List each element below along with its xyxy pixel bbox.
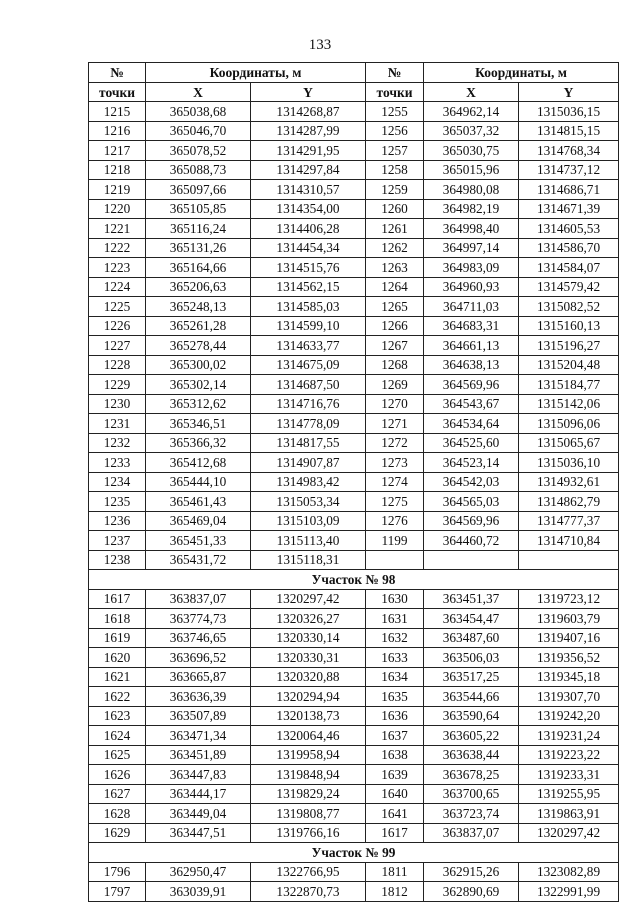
point-number-cell bbox=[366, 550, 424, 570]
x-cell: 365030,75 bbox=[424, 141, 519, 161]
y-cell: 1315118,31 bbox=[251, 550, 366, 570]
coordinates-table bbox=[88, 62, 619, 902]
point-number-header-bottom: точки bbox=[89, 83, 146, 102]
point-number-cell: 1634 bbox=[366, 667, 424, 687]
point-number-cell: 1228 bbox=[89, 355, 146, 375]
y-cell: 1319255,95 bbox=[519, 784, 619, 804]
section-row bbox=[89, 570, 619, 590]
table-row bbox=[89, 394, 619, 414]
y-cell: 1315103,09 bbox=[251, 511, 366, 531]
x-cell: 363444,17 bbox=[146, 784, 251, 804]
point-number-cell: 1268 bbox=[366, 355, 424, 375]
point-number-cell: 1269 bbox=[366, 375, 424, 395]
x-cell: 365248,13 bbox=[146, 297, 251, 317]
y-cell: 1319829,24 bbox=[251, 784, 366, 804]
x-cell: 363837,07 bbox=[424, 823, 519, 843]
point-number-cell: 1224 bbox=[89, 277, 146, 297]
y-cell: 1314777,37 bbox=[519, 511, 619, 531]
x-cell: 365346,51 bbox=[146, 414, 251, 434]
y-cell: 1319356,52 bbox=[519, 648, 619, 668]
point-number-cell: 1219 bbox=[89, 180, 146, 200]
point-number-cell: 1258 bbox=[366, 160, 424, 180]
x-cell: 364569,96 bbox=[424, 375, 519, 395]
point-number-cell: 1629 bbox=[89, 823, 146, 843]
point-number-cell: 1636 bbox=[366, 706, 424, 726]
point-number-cell: 1638 bbox=[366, 745, 424, 765]
point-number-cell: 1270 bbox=[366, 394, 424, 414]
y-cell: 1314585,03 bbox=[251, 297, 366, 317]
table-row bbox=[89, 297, 619, 317]
table-row bbox=[89, 492, 619, 512]
point-number-cell: 1620 bbox=[89, 648, 146, 668]
y-cell: 1320064,46 bbox=[251, 726, 366, 746]
point-number-cell: 1627 bbox=[89, 784, 146, 804]
point-number-cell: 1217 bbox=[89, 141, 146, 161]
x-cell: 363665,87 bbox=[146, 667, 251, 687]
y-cell: 1322870,73 bbox=[251, 882, 366, 902]
y-cell: 1320297,42 bbox=[251, 589, 366, 609]
y-cell: 1320294,94 bbox=[251, 687, 366, 707]
y-cell: 1314579,42 bbox=[519, 277, 619, 297]
point-number-cell: 1635 bbox=[366, 687, 424, 707]
y-cell: 1320138,73 bbox=[251, 706, 366, 726]
point-number-cell: 1256 bbox=[366, 121, 424, 141]
y-cell: 1315082,52 bbox=[519, 297, 619, 317]
y-cell: 1320326,27 bbox=[251, 609, 366, 629]
y-cell: 1314671,39 bbox=[519, 199, 619, 219]
table-row bbox=[89, 355, 619, 375]
x-cell: 363447,51 bbox=[146, 823, 251, 843]
x-cell: 365015,96 bbox=[424, 160, 519, 180]
y-cell: 1314907,87 bbox=[251, 453, 366, 473]
x-cell: 364523,14 bbox=[424, 453, 519, 473]
y-cell: 1319242,20 bbox=[519, 706, 619, 726]
y-cell: 1315184,77 bbox=[519, 375, 619, 395]
point-number-cell: 1234 bbox=[89, 472, 146, 492]
point-number-cell: 1639 bbox=[366, 765, 424, 785]
y-cell: 1314932,61 bbox=[519, 472, 619, 492]
table-row bbox=[89, 823, 619, 843]
y-cell: 1315036,15 bbox=[519, 102, 619, 122]
y-cell: 1322766,95 bbox=[251, 862, 366, 882]
x-cell: 364997,14 bbox=[424, 238, 519, 258]
point-number-cell: 1261 bbox=[366, 219, 424, 239]
point-number-cell: 1220 bbox=[89, 199, 146, 219]
x-cell: 363638,44 bbox=[424, 745, 519, 765]
point-number-cell: 1797 bbox=[89, 882, 146, 902]
x-cell: 363039,91 bbox=[146, 882, 251, 902]
point-number-header-top-right: № bbox=[366, 63, 424, 83]
x-cell: 365366,32 bbox=[146, 433, 251, 453]
table-row bbox=[89, 316, 619, 336]
x-cell: 365261,28 bbox=[146, 316, 251, 336]
y-cell: 1314605,53 bbox=[519, 219, 619, 239]
y-cell: 1319723,12 bbox=[519, 589, 619, 609]
x-cell: 364565,03 bbox=[424, 492, 519, 512]
section-title: Участок № 99 bbox=[89, 843, 619, 863]
x-cell: 363774,73 bbox=[146, 609, 251, 629]
table-row bbox=[89, 160, 619, 180]
point-number-cell: 1630 bbox=[366, 589, 424, 609]
x-cell: 365116,24 bbox=[146, 219, 251, 239]
x-cell: 363449,04 bbox=[146, 804, 251, 824]
x-cell: 365461,43 bbox=[146, 492, 251, 512]
point-number-cell: 1621 bbox=[89, 667, 146, 687]
x-cell: 365038,68 bbox=[146, 102, 251, 122]
x-cell: 363837,07 bbox=[146, 589, 251, 609]
x-cell: 364980,08 bbox=[424, 180, 519, 200]
point-number-cell: 1632 bbox=[366, 628, 424, 648]
point-number-cell: 1223 bbox=[89, 258, 146, 278]
table-row bbox=[89, 765, 619, 785]
x-cell: 363451,89 bbox=[146, 745, 251, 765]
y-cell: 1320297,42 bbox=[519, 823, 619, 843]
x-cell: 364982,19 bbox=[424, 199, 519, 219]
y-cell: 1314515,76 bbox=[251, 258, 366, 278]
y-cell: 1322991,99 bbox=[519, 882, 619, 902]
point-number-cell: 1625 bbox=[89, 745, 146, 765]
point-number-cell: 1622 bbox=[89, 687, 146, 707]
y-cell: 1314406,28 bbox=[251, 219, 366, 239]
y-cell: 1314675,09 bbox=[251, 355, 366, 375]
y-cell: 1315053,34 bbox=[251, 492, 366, 512]
point-number-cell: 1640 bbox=[366, 784, 424, 804]
x-cell: 364711,03 bbox=[424, 297, 519, 317]
x-cell: 364460,72 bbox=[424, 531, 519, 551]
x-cell: 365412,68 bbox=[146, 453, 251, 473]
x-cell: 362950,47 bbox=[146, 862, 251, 882]
table-row bbox=[89, 687, 619, 707]
point-number-cell: 1796 bbox=[89, 862, 146, 882]
point-number-cell: 1226 bbox=[89, 316, 146, 336]
y-cell: 1314768,34 bbox=[519, 141, 619, 161]
table-row bbox=[89, 726, 619, 746]
y-cell: 1319766,16 bbox=[251, 823, 366, 843]
table-row bbox=[89, 804, 619, 824]
point-number-cell: 1222 bbox=[89, 238, 146, 258]
point-number-cell: 1617 bbox=[366, 823, 424, 843]
x-cell: 363451,37 bbox=[424, 589, 519, 609]
x-cell: 363487,60 bbox=[424, 628, 519, 648]
point-number-cell: 1227 bbox=[89, 336, 146, 356]
x-cell: 363700,65 bbox=[424, 784, 519, 804]
table-row bbox=[89, 258, 619, 278]
point-number-cell: 1619 bbox=[89, 628, 146, 648]
table-body bbox=[89, 102, 619, 902]
y-cell: 1319407,16 bbox=[519, 628, 619, 648]
x-cell: 365206,63 bbox=[146, 277, 251, 297]
table-row bbox=[89, 648, 619, 668]
x-header-right: X bbox=[424, 83, 519, 102]
y-cell: 1314737,12 bbox=[519, 160, 619, 180]
y-cell: 1319848,94 bbox=[251, 765, 366, 785]
coordinates-header-right: Координаты, м bbox=[424, 63, 619, 83]
point-number-cell: 1221 bbox=[89, 219, 146, 239]
x-cell: 363471,34 bbox=[146, 726, 251, 746]
y-cell: 1319223,22 bbox=[519, 745, 619, 765]
table-row bbox=[89, 102, 619, 122]
table-row bbox=[89, 706, 619, 726]
table-row bbox=[89, 511, 619, 531]
x-cell: 365312,62 bbox=[146, 394, 251, 414]
point-number-cell: 1229 bbox=[89, 375, 146, 395]
x-cell: 364661,13 bbox=[424, 336, 519, 356]
table-row bbox=[89, 472, 619, 492]
x-cell: 363746,65 bbox=[146, 628, 251, 648]
point-number-cell: 1225 bbox=[89, 297, 146, 317]
point-number-cell: 1811 bbox=[366, 862, 424, 882]
y-cell: 1319603,79 bbox=[519, 609, 619, 629]
x-cell: 364962,14 bbox=[424, 102, 519, 122]
table-row bbox=[89, 219, 619, 239]
y-header-right: Y bbox=[519, 83, 619, 102]
y-cell: 1323082,89 bbox=[519, 862, 619, 882]
x-header-left: X bbox=[146, 83, 251, 102]
table-row bbox=[89, 609, 619, 629]
x-cell: 364542,03 bbox=[424, 472, 519, 492]
point-number-cell: 1230 bbox=[89, 394, 146, 414]
y-cell: 1314686,71 bbox=[519, 180, 619, 200]
x-cell: 365097,66 bbox=[146, 180, 251, 200]
table-row bbox=[89, 882, 619, 902]
x-cell: 365431,72 bbox=[146, 550, 251, 570]
x-cell: 364983,09 bbox=[424, 258, 519, 278]
point-number-cell: 1231 bbox=[89, 414, 146, 434]
coordinates-header-left: Координаты, м bbox=[146, 63, 366, 83]
y-cell: 1315196,27 bbox=[519, 336, 619, 356]
point-number-cell: 1255 bbox=[366, 102, 424, 122]
x-cell: 363517,25 bbox=[424, 667, 519, 687]
page-number: 133 bbox=[308, 37, 332, 53]
y-cell: 1315160,13 bbox=[519, 316, 619, 336]
x-cell: 364534,64 bbox=[424, 414, 519, 434]
point-number-cell: 1215 bbox=[89, 102, 146, 122]
point-number-header-top: № bbox=[89, 63, 146, 83]
point-number-cell: 1618 bbox=[89, 609, 146, 629]
point-number-cell: 1237 bbox=[89, 531, 146, 551]
x-cell: 365300,02 bbox=[146, 355, 251, 375]
x-cell: 364569,96 bbox=[424, 511, 519, 531]
x-cell: 365444,10 bbox=[146, 472, 251, 492]
x-cell: 365037,32 bbox=[424, 121, 519, 141]
x-cell: 363696,52 bbox=[146, 648, 251, 668]
table-row bbox=[89, 589, 619, 609]
table-row bbox=[89, 238, 619, 258]
y-cell: 1314287,99 bbox=[251, 121, 366, 141]
x-cell: 363590,64 bbox=[424, 706, 519, 726]
y-cell: 1315204,48 bbox=[519, 355, 619, 375]
y-cell: 1314599,10 bbox=[251, 316, 366, 336]
point-number-cell: 1633 bbox=[366, 648, 424, 668]
x-cell: 363636,39 bbox=[146, 687, 251, 707]
x-cell: 364998,40 bbox=[424, 219, 519, 239]
y-cell: 1315142,06 bbox=[519, 394, 619, 414]
point-number-cell: 1628 bbox=[89, 804, 146, 824]
point-number-cell: 1236 bbox=[89, 511, 146, 531]
point-number-header-bottom-right: точки bbox=[366, 83, 424, 102]
point-number-cell: 1216 bbox=[89, 121, 146, 141]
x-cell bbox=[424, 550, 519, 570]
x-cell: 363605,22 bbox=[424, 726, 519, 746]
point-number-cell: 1265 bbox=[366, 297, 424, 317]
point-number-cell: 1238 bbox=[89, 550, 146, 570]
section-row bbox=[89, 843, 619, 863]
table-row bbox=[89, 199, 619, 219]
table-row bbox=[89, 375, 619, 395]
x-cell: 365469,04 bbox=[146, 511, 251, 531]
point-number-cell: 1637 bbox=[366, 726, 424, 746]
y-cell: 1319958,94 bbox=[251, 745, 366, 765]
y-cell: 1319863,91 bbox=[519, 804, 619, 824]
x-cell: 363507,89 bbox=[146, 706, 251, 726]
y-cell: 1314584,07 bbox=[519, 258, 619, 278]
y-cell: 1319345,18 bbox=[519, 667, 619, 687]
section-title: Участок № 98 bbox=[89, 570, 619, 590]
y-cell: 1314562,15 bbox=[251, 277, 366, 297]
point-number-cell: 1623 bbox=[89, 706, 146, 726]
x-cell: 364638,13 bbox=[424, 355, 519, 375]
y-cell: 1319808,77 bbox=[251, 804, 366, 824]
table-row bbox=[89, 531, 619, 551]
y-cell: 1314454,34 bbox=[251, 238, 366, 258]
y-cell: 1315113,40 bbox=[251, 531, 366, 551]
y-cell: 1320320,88 bbox=[251, 667, 366, 687]
y-cell: 1314297,84 bbox=[251, 160, 366, 180]
point-number-cell: 1266 bbox=[366, 316, 424, 336]
x-cell: 365105,85 bbox=[146, 199, 251, 219]
point-number-cell: 1631 bbox=[366, 609, 424, 629]
y-header-left: Y bbox=[251, 83, 366, 102]
point-number-cell: 1235 bbox=[89, 492, 146, 512]
y-cell: 1319233,31 bbox=[519, 765, 619, 785]
y-cell: 1315036,10 bbox=[519, 453, 619, 473]
y-cell: 1314633,77 bbox=[251, 336, 366, 356]
point-number-cell: 1199 bbox=[366, 531, 424, 551]
point-number-cell: 1272 bbox=[366, 433, 424, 453]
x-cell: 365302,14 bbox=[146, 375, 251, 395]
x-cell: 363723,74 bbox=[424, 804, 519, 824]
table-row bbox=[89, 628, 619, 648]
x-cell: 363506,03 bbox=[424, 648, 519, 668]
y-cell: 1314310,57 bbox=[251, 180, 366, 200]
table-row bbox=[89, 414, 619, 434]
point-number-cell: 1273 bbox=[366, 453, 424, 473]
point-number-cell: 1624 bbox=[89, 726, 146, 746]
x-cell: 365088,73 bbox=[146, 160, 251, 180]
x-cell: 365078,52 bbox=[146, 141, 251, 161]
point-number-cell: 1260 bbox=[366, 199, 424, 219]
x-cell: 363454,47 bbox=[424, 609, 519, 629]
y-cell: 1314815,15 bbox=[519, 121, 619, 141]
point-number-cell: 1626 bbox=[89, 765, 146, 785]
table-row bbox=[89, 336, 619, 356]
point-number-cell: 1233 bbox=[89, 453, 146, 473]
x-cell: 365046,70 bbox=[146, 121, 251, 141]
table-row bbox=[89, 180, 619, 200]
x-cell: 362915,26 bbox=[424, 862, 519, 882]
table-row bbox=[89, 433, 619, 453]
point-number-cell: 1275 bbox=[366, 492, 424, 512]
x-cell: 362890,69 bbox=[424, 882, 519, 902]
y-cell: 1314291,95 bbox=[251, 141, 366, 161]
y-cell bbox=[519, 550, 619, 570]
point-number-cell: 1274 bbox=[366, 472, 424, 492]
table-row bbox=[89, 667, 619, 687]
y-cell: 1320330,14 bbox=[251, 628, 366, 648]
x-cell: 365278,44 bbox=[146, 336, 251, 356]
point-number-cell: 1812 bbox=[366, 882, 424, 902]
y-cell: 1314354,00 bbox=[251, 199, 366, 219]
point-number-cell: 1257 bbox=[366, 141, 424, 161]
y-cell: 1314862,79 bbox=[519, 492, 619, 512]
table-row bbox=[89, 862, 619, 882]
table-row bbox=[89, 453, 619, 473]
y-cell: 1319231,24 bbox=[519, 726, 619, 746]
table-row bbox=[89, 141, 619, 161]
point-number-cell: 1264 bbox=[366, 277, 424, 297]
point-number-cell: 1641 bbox=[366, 804, 424, 824]
x-cell: 364543,67 bbox=[424, 394, 519, 414]
point-number-cell: 1262 bbox=[366, 238, 424, 258]
point-number-cell: 1218 bbox=[89, 160, 146, 180]
point-number-cell: 1276 bbox=[366, 511, 424, 531]
point-number-cell: 1232 bbox=[89, 433, 146, 453]
x-cell: 364960,93 bbox=[424, 277, 519, 297]
y-cell: 1314586,70 bbox=[519, 238, 619, 258]
point-number-cell: 1617 bbox=[89, 589, 146, 609]
y-cell: 1314710,84 bbox=[519, 531, 619, 551]
y-cell: 1314778,09 bbox=[251, 414, 366, 434]
x-cell: 365164,66 bbox=[146, 258, 251, 278]
point-number-cell: 1271 bbox=[366, 414, 424, 434]
table-row bbox=[89, 121, 619, 141]
y-cell: 1314817,55 bbox=[251, 433, 366, 453]
y-cell: 1314716,76 bbox=[251, 394, 366, 414]
y-cell: 1319307,70 bbox=[519, 687, 619, 707]
point-number-cell: 1259 bbox=[366, 180, 424, 200]
x-cell: 365131,26 bbox=[146, 238, 251, 258]
x-cell: 363544,66 bbox=[424, 687, 519, 707]
x-cell: 363678,25 bbox=[424, 765, 519, 785]
table-row bbox=[89, 745, 619, 765]
x-cell: 364683,31 bbox=[424, 316, 519, 336]
y-cell: 1315065,67 bbox=[519, 433, 619, 453]
y-cell: 1315096,06 bbox=[519, 414, 619, 434]
y-cell: 1314983,42 bbox=[251, 472, 366, 492]
point-number-cell: 1263 bbox=[366, 258, 424, 278]
x-cell: 363447,83 bbox=[146, 765, 251, 785]
x-cell: 365451,33 bbox=[146, 531, 251, 551]
x-cell: 364525,60 bbox=[424, 433, 519, 453]
table-row bbox=[89, 277, 619, 297]
table-row bbox=[89, 550, 619, 570]
table-header bbox=[89, 63, 619, 102]
y-cell: 1314268,87 bbox=[251, 102, 366, 122]
point-number-cell: 1267 bbox=[366, 336, 424, 356]
table-row bbox=[89, 784, 619, 804]
y-cell: 1314687,50 bbox=[251, 375, 366, 395]
y-cell: 1320330,31 bbox=[251, 648, 366, 668]
